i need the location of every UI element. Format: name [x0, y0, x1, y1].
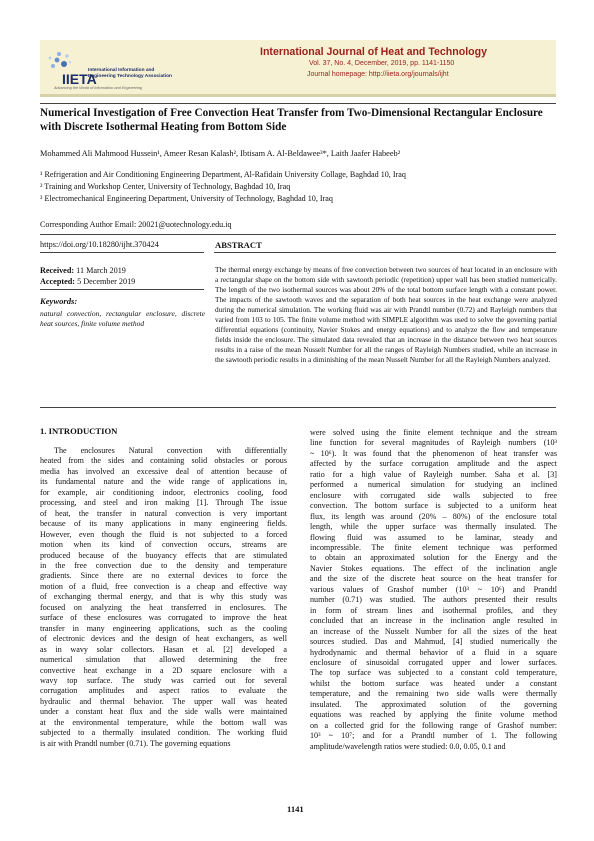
body-column-left — [40, 446, 287, 749]
body-text-line: temperature, and the remaining two side walls were thermally — [310, 689, 557, 699]
header-shadow — [40, 94, 556, 97]
body-text-line: Navier Stokes equations. The effect of the inclination angle — [310, 563, 557, 573]
doi-rule — [40, 252, 204, 253]
body-text-line: enclosure with corrugated side walls subjected to free — [310, 490, 557, 500]
section-heading-introduction: 1. INTRODUCTION — [40, 426, 118, 436]
body-text-line: wavy top surface. The study was carried out for several — [40, 675, 287, 685]
logo-org-name — [88, 68, 172, 79]
body-text-line: corrugation amplitudes and aspect ratios to evaluate the — [40, 686, 287, 696]
body-text-line: gradients. Since there are no external devices to force the — [40, 571, 287, 581]
body-text-line: media has involved an excessive deal of attention because of — [40, 466, 287, 476]
body-text-line: flux, its length was around (20% – 80%) of the enclosure total — [310, 511, 557, 521]
corresponding-author-email[interactable]: Corresponding Author Email: 20021@uotechnology.edu.iq — [40, 220, 232, 229]
abstract-rule — [214, 252, 556, 253]
body-text-line: amplitude/wavelength ratios were studied: 0.0, 0.05, 0.1 and — [310, 741, 506, 751]
body-text-line: heated from the sides and containing solid obstacles or porous — [40, 456, 287, 466]
body-text-line: length, while the upper surface was thermally insulated. The — [310, 522, 557, 532]
body-text-line: of electronic devices and the design of heat exchangers, as well — [40, 634, 287, 644]
body-text-line: transfer in many engineering applications, such as the cooling — [40, 623, 287, 633]
received-date — [40, 266, 126, 275]
abstract-text: The thermal energy exchange by means of free convection between two sources of heat located in an enclosure with a rectangular shape on the bottom side with sawtooth periodic (repetition) upper wall has been studied numerically. The length of the two isothermal sources was about 20% of the total bottom surface length with a constant power. The impacts of the sawtooth waves and the separation of both heat sources in the heat exchange were analyzed during the numerical simulation. The working fluid was air with Prandtl number (0.72) and Rayleigh numbers that varied from 103 to 105. The finite volume method with SIMPLE algorithm was used to solve the governing partial differential equations (continuity, Navier Stokes and energy equations) and to analyze the flow and temperature fields inside the enclosure. The simulated data revealed that an increase in the distance between two heat sources results in a raise of the mean Nusselt Number for all the ranges of Rayleigh Numbers studied, while an increase in the sawtooth periodic results in a diminishing of the mean Nusselt Number for all the Rayleigh Numbers analyzed. — [215, 265, 557, 364]
accepted-value: 5 December 2019 — [77, 277, 136, 286]
body-text-line: The top surface was subjected to a constant cold temperature, — [310, 668, 557, 678]
body-text-line: ~ 10⁶). It was found that the phenomenon of heat transfer was — [310, 448, 557, 458]
body-text-line: processing, and steel and iron making [1]. Through The issue — [40, 498, 287, 508]
body-text-line: number (0.71) was studied. The authors presented their results — [310, 595, 557, 605]
body-text-line: 10³ ~ 10⁷; and for a Prandtl number of 1. The following — [310, 731, 557, 741]
body-text-line: as in wavy solar collectors. Hasan et al. [2] developed a — [40, 644, 287, 654]
body-text-line: motion when its kind of convection occurs, streams are — [40, 540, 287, 550]
body-text-line: numerical simulation that allowed determining the free — [40, 655, 287, 665]
body-text-line: incompressible. The finite element technique was performed — [310, 542, 557, 552]
body-text-line: under a constant heat flux and the side walls were maintained — [40, 707, 287, 717]
body-text-line: flowing fluid was assumed to be laminar, steady and — [310, 532, 557, 542]
metadata-top-rule — [40, 234, 556, 235]
body-text-line: surface of these enclosures was corrugated to improve the heat — [40, 613, 287, 623]
body-text-line: for example, air conditioning indoor, electronics cooling, food — [40, 487, 287, 497]
body-text-line: various values of Grashof number (10³ ~ 10⁶) and Prandtl — [310, 584, 557, 594]
body-text-line: sources studied. Das and Mahmud, [4] studied numerically the — [310, 637, 557, 647]
body-text-line: its fundamental nature and the wide range of applications in, — [40, 477, 287, 487]
logo-tagline: Advancing the World of Information and Engineering — [54, 86, 143, 90]
body-text-line: line function for several magnitudes of Rayleigh numbers (10³ — [310, 438, 557, 448]
body-text-line: affected by the surface corrugation amplitude and the aspect — [310, 459, 557, 469]
accepted-label: Accepted: — [40, 277, 76, 286]
body-text-line: were solved using the finite element technique and the stream — [310, 428, 557, 437]
paper-title: Numerical Investigation of Free Convection Heat Transfer from Two-Dimensional Rectangular Enclosure with Discrete Isothermal Heating from Bottom Side — [40, 107, 543, 133]
accepted-date — [40, 277, 135, 286]
keywords-heading: Keywords: — [40, 296, 78, 306]
body-text-line: hydraulic and thermal behavior. The upper wall was heated — [40, 696, 287, 706]
svg-text:IIETA: IIETA — [62, 71, 97, 87]
body-text-line: an increase of the Nusselt Number for all the sizes of the heat — [310, 626, 557, 636]
received-label: Received: — [40, 266, 75, 275]
dates-rule — [40, 289, 204, 290]
affiliation-2: ² Training and Workshop Center, University of Technology, Baghdad 10, Iraq — [40, 182, 291, 191]
journal-title: International Journal of Heat and Technology — [260, 46, 487, 58]
body-text-line: performed a numerical simulation for studying an inclined — [310, 480, 557, 490]
body-text-line: of exchanging thermal energy, and that is why this study was — [40, 592, 287, 602]
body-text-line: in the free convection due to the density and temperature — [40, 560, 287, 570]
body-text-line: ratio for a high value of Rayleigh number. Saha et al. [3] — [310, 469, 557, 479]
doi-link[interactable]: https://doi.org/10.18280/ijht.370424 — [40, 240, 159, 249]
body-text-line: subjected to a thermally insulated condition. The working fluid — [40, 728, 287, 738]
body-text-line: enclosure of sinusoidal corrugated upper and lower surfaces. — [310, 657, 557, 667]
body-text-line: because of its many applications in many engineering fields. — [40, 519, 287, 529]
body-text-line: at the environmental temperature, while the bottom wall was — [40, 717, 287, 727]
abstract-heading: ABSTRACT — [215, 240, 262, 250]
body-text-line: The enclosures Natural convection with differentially — [54, 446, 287, 455]
body-text-line: whilst the bottom surface was heated under a constant — [310, 678, 557, 688]
journal-header — [40, 40, 556, 96]
body-text-line: focused on analyzing the heat transferred in enclosures. The — [40, 602, 287, 612]
body-column-right — [310, 428, 557, 752]
body-text-line: to obtain an approximated solution for the Energy and the — [310, 553, 557, 563]
body-text-line: However, even though the fluid is not subjected to a forced — [40, 529, 287, 539]
journal-homepage-link[interactable]: Journal homepage: http://iieta.org/journals/ijht — [307, 71, 449, 78]
keywords-text: natural convection, rectangular enclosure, discrete heat sources, finite volume method — [40, 309, 205, 328]
logo-org-line1: International Information and — [88, 68, 155, 73]
body-text-line: concluded that an increase in the inclination angle resulted in — [310, 616, 557, 626]
body-text-line: and the size of the discrete heat source on the heat transfer for — [310, 574, 557, 584]
journal-volume-info: Vol. 37, No. 4, December, 2019, pp. 1141-1150 — [309, 60, 455, 67]
abstract-bottom-rule — [40, 407, 556, 408]
body-text-line: insulated. The approximated solution of the governing — [310, 699, 557, 709]
title-top-rule — [40, 103, 556, 104]
received-value: 11 March 2019 — [76, 266, 126, 275]
iieta-logo — [46, 46, 251, 90]
body-text-line: of heat, the transfer in natural convection is very important — [40, 508, 287, 518]
affiliation-3: ³ Electromechanical Engineering Department, University of Technology, Baghdad 10, Iraq — [40, 194, 333, 203]
author-list: Mohammed Ali Mahmood Hussein¹, Ameer Resan Kalash², Ibtisam A. Al-Beldawee³*, Laith Jaafer Habeeb² — [40, 149, 401, 158]
body-text-line: in form of stream lines and isothermal profiles, and they — [310, 605, 557, 615]
body-text-line: convection. The bottom surface is subjected to a uniform heat — [310, 501, 557, 511]
body-text-line: motion of a fluid, free convection is a cheap and effective way — [40, 581, 287, 591]
body-text-line: hydrodynamic and thermal behavior of a fluid in a square — [310, 647, 557, 657]
affiliation-1: ¹ Refrigeration and Air Conditioning Engineering Department, Al-Rafidain University Collage, Baghdad 10, Iraq — [40, 170, 406, 179]
body-text-line: convective heat exchange in a 2D square enclosure with a — [40, 665, 287, 675]
body-text-line: is air with Prandtl number (0.71). The governing equations — [40, 738, 231, 748]
body-text-line: on a collected grid for the following range of Grashof number: — [310, 720, 557, 730]
page-number: 1141 — [287, 804, 304, 814]
logo-org-line2: Engineering Technology Association — [88, 73, 172, 79]
body-text-line: produced because of the buoyancy effects that are stimulated — [40, 550, 287, 560]
body-text-line: equations was reached by applying the finite volume method — [310, 710, 557, 720]
